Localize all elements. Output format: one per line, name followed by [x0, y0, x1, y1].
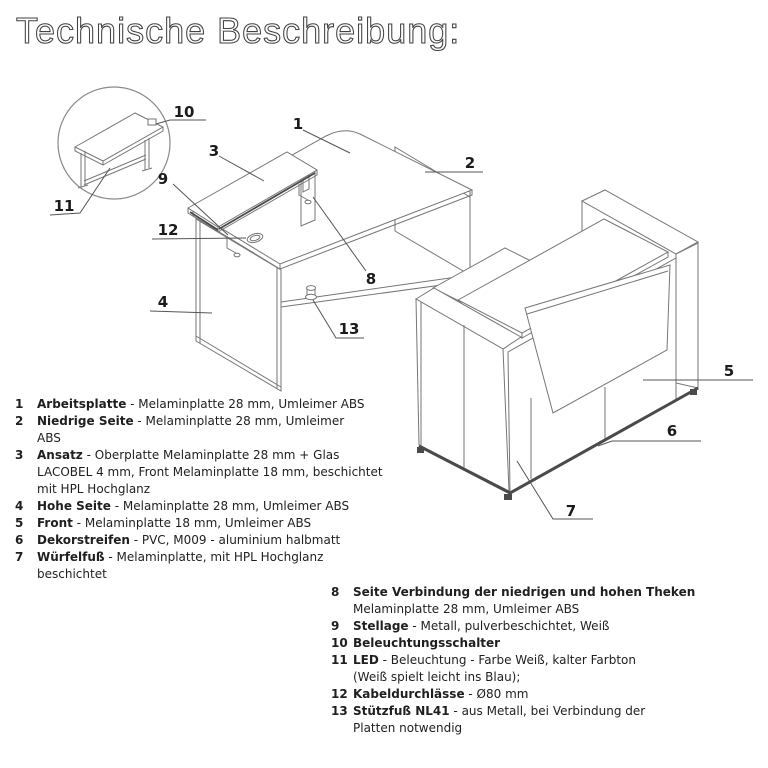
legend-item-number: 4 — [15, 499, 24, 513]
legend-item-text — [353, 584, 763, 618]
legend-item-text — [37, 498, 397, 515]
cube-foot — [690, 389, 697, 395]
leader-6 — [598, 441, 701, 446]
callout-12: 12 — [157, 221, 179, 239]
callout-2: 2 — [464, 154, 476, 172]
legend-item-number: 3 — [15, 448, 24, 462]
legend-item-desc: - Melaminplatte, mit HPL Hochglanz — [104, 550, 324, 564]
legend-item-desc: - Melaminplatte 28 mm, Umleimer ABS — [110, 499, 350, 513]
legend-item-term: Front — [37, 516, 73, 530]
cube-foot — [417, 447, 424, 453]
legend-item-text — [37, 515, 397, 532]
legend-item-text — [37, 413, 397, 447]
legend-item-4 — [15, 498, 397, 515]
legend-item-term: Dekorstreifen — [37, 533, 130, 547]
legend-left — [15, 396, 397, 583]
legend-item-desc-wrap: ABS — [37, 431, 61, 445]
legend-item-7 — [15, 549, 397, 583]
cube-foot — [504, 494, 512, 500]
legend-item-desc: - Metall, pulverbeschichtet, Weiß — [408, 619, 610, 633]
callout-1: 1 — [292, 115, 304, 133]
legend-item-desc: - aus Metall, bei Verbindung der — [449, 704, 646, 718]
legend-item-desc: - Melaminplatte 28 mm, Umleimer — [133, 414, 345, 428]
legend-item-12 — [331, 686, 763, 703]
legend-item-term: Seite Verbindung der niedrigen und hohen Theken — [353, 585, 696, 599]
legend-item-term: Stützfuß NL41 — [353, 704, 450, 718]
legend-item-desc: - Melaminplatte 18 mm, Umleimer ABS — [72, 516, 312, 530]
inset-rail — [84, 155, 146, 185]
callout-8: 8 — [365, 270, 377, 288]
detail-inset — [58, 87, 170, 199]
legend-item-3 — [15, 447, 397, 498]
legend-item-term: Beleuchtungsschalter — [353, 636, 501, 650]
legend-item-text — [353, 652, 763, 686]
legend-item-text — [353, 635, 763, 652]
callout-9: 9 — [157, 170, 169, 188]
callout-10: 10 — [173, 103, 195, 121]
legend-item-desc-wrap: (Weiß spielt leicht ins Blau); — [353, 670, 521, 684]
legend-item-13 — [331, 703, 763, 737]
legend-item-number: 6 — [15, 533, 24, 547]
legend-item-8 — [331, 584, 763, 618]
page-title: Technische Beschreibung: — [16, 10, 461, 51]
callout-6: 6 — [666, 422, 678, 440]
legend-item-number: 1 — [15, 397, 24, 411]
legend-item-number: 5 — [15, 516, 24, 530]
legend-item-term: Stellage — [353, 619, 409, 633]
support-foot — [306, 286, 317, 300]
legend-item-number: 7 — [15, 550, 24, 564]
callout-11: 11 — [53, 197, 75, 215]
legend-item-term: Würfelfuß — [37, 550, 105, 564]
legend-item-10 — [331, 635, 763, 652]
legend-item-2 — [15, 413, 397, 447]
legend-item-number: 2 — [15, 414, 24, 428]
legend-item-desc-wrap: beschichtet — [37, 567, 107, 581]
legend-item-text — [353, 703, 763, 737]
legend-item-desc: - PVC, M009 - aluminium halbmatt — [129, 533, 341, 547]
legend-item-number: 10 — [331, 636, 348, 650]
legend-item-5 — [15, 515, 397, 532]
legend-item-number: 8 — [331, 585, 340, 599]
callout-4: 4 — [157, 293, 169, 311]
legend-item-text — [37, 396, 397, 413]
inset-right-leg — [142, 138, 152, 171]
callout-5: 5 — [723, 362, 735, 380]
legend-item-term: Arbeitsplatte — [37, 397, 127, 411]
legend-item-1 — [15, 396, 397, 413]
legend-item-number: 13 — [331, 704, 348, 718]
legend-item-desc: - Beleuchtung - Farbe Weiß, kalter Farbton — [378, 653, 636, 667]
legend-item-desc: - Melaminplatte 28 mm, Umleimer ABS — [126, 397, 365, 411]
legend-right — [331, 584, 763, 737]
callout-7: 7 — [565, 502, 577, 520]
legend-item-desc-wrap: Platten notwendig — [353, 721, 463, 735]
callout-13: 13 — [338, 320, 360, 338]
legend-item-text — [37, 532, 397, 549]
legend-item-text — [353, 618, 763, 635]
legend-item-term: Niedrige Seite — [37, 414, 134, 428]
legend-item-text — [37, 447, 397, 498]
legend-item-number: 11 — [331, 653, 348, 667]
legend-item-term: Ansatz — [37, 448, 83, 462]
legend-item-term: Kabeldurchlässe — [353, 687, 465, 701]
legend-item-text — [37, 549, 397, 583]
legend-item-term: LED — [353, 653, 379, 667]
legend-item-number: 12 — [331, 687, 348, 701]
legend-item-desc-wrap: Melaminplatte 28 mm, Umleimer ABS — [353, 602, 580, 616]
legend-item-6 — [15, 532, 397, 549]
light-switch-icon — [148, 119, 156, 125]
legend-item-9 — [331, 618, 763, 635]
legend-item-11 — [331, 652, 763, 686]
legend-item-desc: - Oberplatte Melaminplatte 28 mm + Glas — [82, 448, 340, 462]
legend-item-number: 9 — [331, 619, 340, 633]
legend-item-term: Hohe Seite — [37, 499, 111, 513]
legend-item-desc-wrap: LACOBEL 4 mm, Front Melaminplatte 18 mm, beschichtet mit HPL Hochglanz — [37, 465, 383, 496]
legend-item-text — [353, 686, 763, 703]
callout-3: 3 — [208, 142, 220, 160]
legend-item-desc: - Ø80 mm — [464, 687, 529, 701]
